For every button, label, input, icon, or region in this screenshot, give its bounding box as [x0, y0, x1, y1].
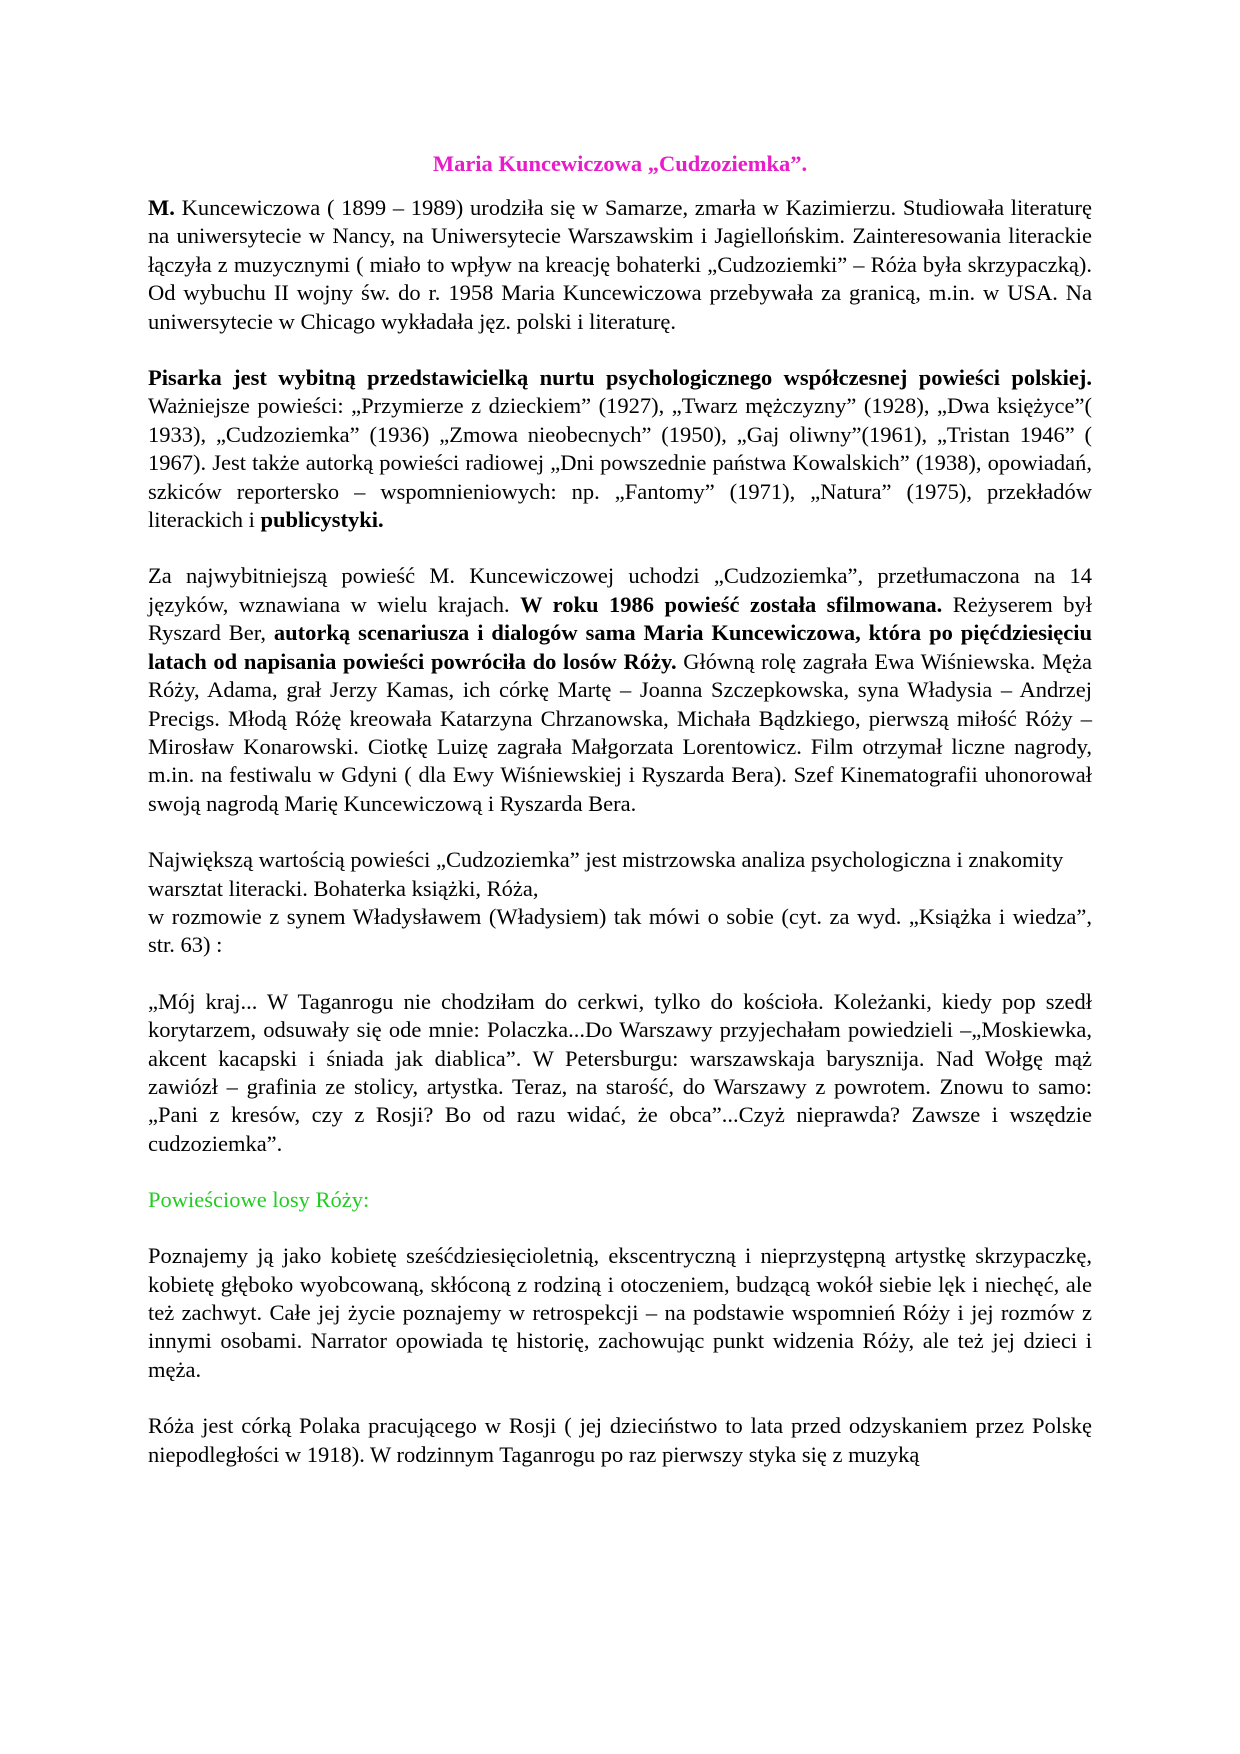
- paragraph-value: Największą wartością powieści „Cudzoziemka” jest mistrzowska analiza psychologiczna i znakomity warsztat literacki. Bohaterka książki, Róża,: [148, 847, 1064, 901]
- paragraph-quote-intro: w rozmowie z synem Władysławem (Władysiem) tak mówi o sobie (cyt. za wyd. „Książka i wiedza”, str. 63) :: [148, 903, 1092, 958]
- paragraph-works: [148, 364, 1092, 534]
- paragraph-origin: Róża jest córką Polaka pracującego w Rosji ( jej dzieciństwo to lata przed odzyskaniem przez Polskę niepodległości w 1918). W rodzinnym Taganrogu po raz pierwszy styka się z muzyką: [148, 1413, 1092, 1467]
- film-text-3: Główną rolę zagrała Ewa Wiśniewska. Męża Róży, Adama, grał Jerzy Kamas, ich córkę Martę – Joanna Szczepkowska, syna Władysia – Andrzej Precigs. Młodą Różę kreowała Katarzyna Chrzanowska, Michała Bądzkiego, pierwszą miłość Róży – Mirosław Konarowski. Ciotkę Luizę zagrała Małgorzata Lorentowicz. Film otrzymał liczne nagrody, m.in. na festiwalu w Gdyni ( dla Ewy Wiśniewskiej i Ryszarda Bera). Szef Kinematografii uhonorował swoją nagrodą Marię Kuncewiczową i Ryszarda Bera.: [148, 648, 1092, 816]
- biography-text: Kuncewiczowa ( 1899 – 1989) urodziła się w Samarze, zmarła w Kazimierzu. Studiowała literaturę na uniwersytecie w Nancy, na Uniwersytecie Warszawskim i Jagiellońskim. Zainteresowania literackie łączyła z muzycznymi ( miało to wpływ na kreację bohaterki „Cudzoziemki” – Róża była skrzypaczką). Od wybuchu II wojny św. do r. 1958 Maria Kuncewiczowa przebywała za granicą, m.in. w USA. Na uniwersytecie w Chicago wykładała jęz. polski i literaturę.: [148, 195, 1092, 334]
- film-text-1: Za najwybitniejszą powieść M. Kuncewiczowej uchodzi „Cudzoziemka”, przetłumaczona na 14 języków, wznawiana w wielu krajach.: [148, 563, 1092, 617]
- document-page: [148, 150, 1092, 1497]
- film-bold-2: autorką scenariusza i dialogów sama Maria Kuncewiczowa, która po pięćdziesięciu latach od napisania powieści powróciła do losów Róży.: [148, 620, 1092, 674]
- paragraph-biography: [148, 194, 1092, 336]
- film-bold-1: W roku 1986 powieść została sfilmowana.: [520, 591, 943, 617]
- works-bold-lead: Pisarka jest wybitną przedstawicielką nurtu psychologicznego współczesnej powieści polskiej.: [148, 365, 1092, 391]
- works-bold-end: publicystyki.: [260, 507, 384, 533]
- section-heading: Powieściowe losy Róży:: [148, 1187, 370, 1213]
- paragraph-character: Poznajemy ją jako kobietę sześćdziesięcioletnią, ekscentryczną i nieprzystępną artystkę skrzypaczkę, kobietę głęboko wyobcowaną, skłóconą z rodziną i otoczeniem, budzącą wokół siebie lęk i niechęć, ale też zachwyt. Całe jej życie poznajemy w retrospekcji – na podstawie wspomnień Róży i jej rozmów z innymi osobami. Narrator opowiada tę historię, zachowując punkt widzenia Róży, ale też jej dzieci i męża.: [148, 1243, 1092, 1382]
- works-text: Ważniejsze powieści: „Przymierze z dzieckiem” (1927), „Twarz mężczyzny” (1928), „Dwa księżyce”( 1933), „Cudzoziemka” (1936) „Zmowa nieobecnych” (1950), „Gaj oliwny”(1961), „Tristan 1946” ( 1967). Jest także autorką powieści radiowej „Dni powszednie państwa Kowalskich” (1938), opowiadań, szkiców reportersko – wspomnieniowych: np. „Fantomy” (1971), „Natura” (1975), przekładów literackich i: [148, 393, 1092, 533]
- document-title: Maria Kuncewiczowa „Cudzoziemka”.: [432, 151, 808, 176]
- film-text-2: Reżyserem był Ryszard Ber,: [148, 591, 1092, 646]
- paragraph-quote: „Mój kraj... W Taganrogu nie chodziłam do cerkwi, tylko do kościoła. Koleżanki, kiedy pop szedł korytarzem, odsuwały się ode mnie: Polaczka...Do Warszawy przyjechałam powiedzieli –„Moskiewka, akcent kacapski i śniada jak diablica”. W Petersburgu: warszawskaja barysznija. Nad Wołgę mąż zawiózł – grafinia ze stolicy, artystka. Teraz, na starość, do Warszawy z powrotem. Znowu to samo: „Pani z kresów, czy z Rosji? Bo od razu widać, że obca”...Czyż nieprawda? Zawsze i wszędzie cudzoziemka”.: [148, 988, 1092, 1156]
- bold-lead: M.: [148, 195, 175, 220]
- paragraph-film: [148, 562, 1092, 818]
